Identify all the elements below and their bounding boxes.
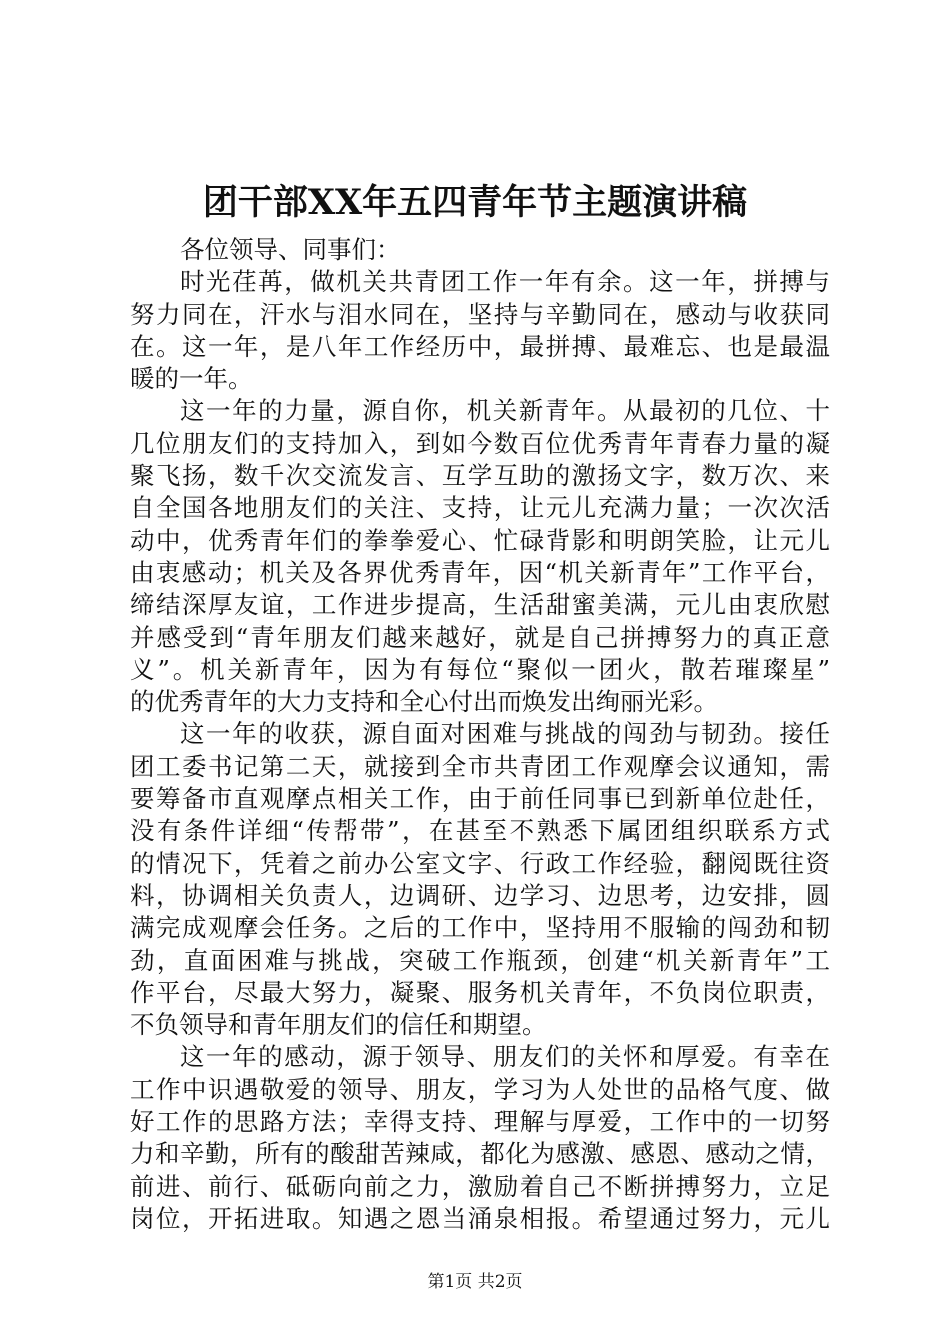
text-line: 缔结深厚友谊，工作进步提高，生活甜蜜美满，元儿由衷欣慰	[130, 590, 830, 620]
text-line: 劲，直面困难与挑战，突破工作瓶颈，创建“机关新青年”工	[130, 945, 830, 975]
text-line: 满完成观摩会任务。之后的工作中，坚持用不服输的闯劲和韧	[130, 913, 830, 943]
text-line: 团工委书记第二天，就接到全市共青团工作观摩会议通知，需	[130, 751, 830, 781]
text-line: 在。这一年，是八年工作经历中，最拼搏、最难忘、也是最温	[130, 331, 830, 361]
text-line: 的情况下，凭着之前办公室文字、行政工作经验，翻阅既往资	[130, 848, 830, 878]
text-line: 力和辛勤，所有的酸甜苦辣咸，都化为感激、感恩、感动之情，	[130, 1139, 830, 1169]
text-line: 聚飞扬，数千次交流发言、互学互助的激扬文字，数万次、来	[130, 461, 830, 491]
text-line: 这一年的收获，源自面对困难与挑战的闯劲与韧劲。接任	[180, 719, 830, 749]
text-line: 由衷感动；机关及各界优秀青年，因“机关新青年”工作平台，	[130, 557, 830, 587]
text-line: 时光荏苒，做机关共青团工作一年有余。这一年，拼搏与	[180, 267, 830, 297]
text-line: 这一年的感动，源于领导、朋友们的关怀和厚爱。有幸在	[180, 1042, 830, 1072]
text-line: 的优秀青年的大力支持和全心付出而焕发出绚丽光彩。	[130, 687, 718, 717]
text-line: 好工作的思路方法；幸得支持、理解与厚爱，工作中的一切努	[130, 1107, 830, 1137]
text-line: 各位领导、同事们：	[180, 235, 401, 264]
text-line: 这一年的力量，源自你，机关新青年。从最初的几位、十	[180, 396, 830, 426]
text-line: 努力同在，汗水与泪水同在，坚持与辛勤同在，感动与收获同	[130, 299, 830, 329]
text-line: 几位朋友们的支持加入，到如今数百位优秀青年青春力量的凝	[130, 428, 830, 458]
text-line: 不负领导和青年朋友们的信任和期望。	[130, 1010, 547, 1040]
text-line: 没有条件详细“传帮带”，在甚至不熟悉下属团组织联系方式	[130, 816, 830, 846]
text-line: 并感受到“青年朋友们越来越好，就是自己拼搏努力的真正意	[130, 622, 830, 652]
text-line: 料，协调相关负责人，边调研、边学习、边思考，边安排，圆	[130, 880, 830, 910]
text-line: 作平台，尽最大努力，凝聚、服务机关青年，不负岗位职责，	[130, 977, 830, 1007]
page-footer: 第1页 共2页	[427, 1272, 523, 1292]
text-line: 工作中识遇敬爱的领导、朋友，学习为人处世的品格气度、做	[130, 1074, 830, 1104]
text-line: 自全国各地朋友们的关注、支持，让元儿充满力量；一次次活	[130, 493, 830, 523]
document-body	[130, 234, 830, 1235]
document-title: 团干部XX年五四青年节主题演讲稿	[202, 182, 748, 223]
text-line: 前进、前行、砥砺向前之力，激励着自己不断拼搏努力，立足	[130, 1171, 830, 1201]
text-line: 动中，优秀青年们的拳拳爱心、忙碌背影和明朗笑脸，让元儿	[130, 525, 830, 555]
text-line: 暖的一年。	[130, 364, 253, 394]
text-line: 岗位，开拓进取。知遇之恩当涌泉相报。希望通过努力，元儿	[130, 1203, 830, 1233]
text-line: 义”。机关新青年，因为有每位“聚似一团火，散若璀璨星”	[130, 654, 830, 684]
text-line: 要筹备市直观摩点相关工作，由于前任同事已到新单位赴任，	[130, 784, 830, 814]
